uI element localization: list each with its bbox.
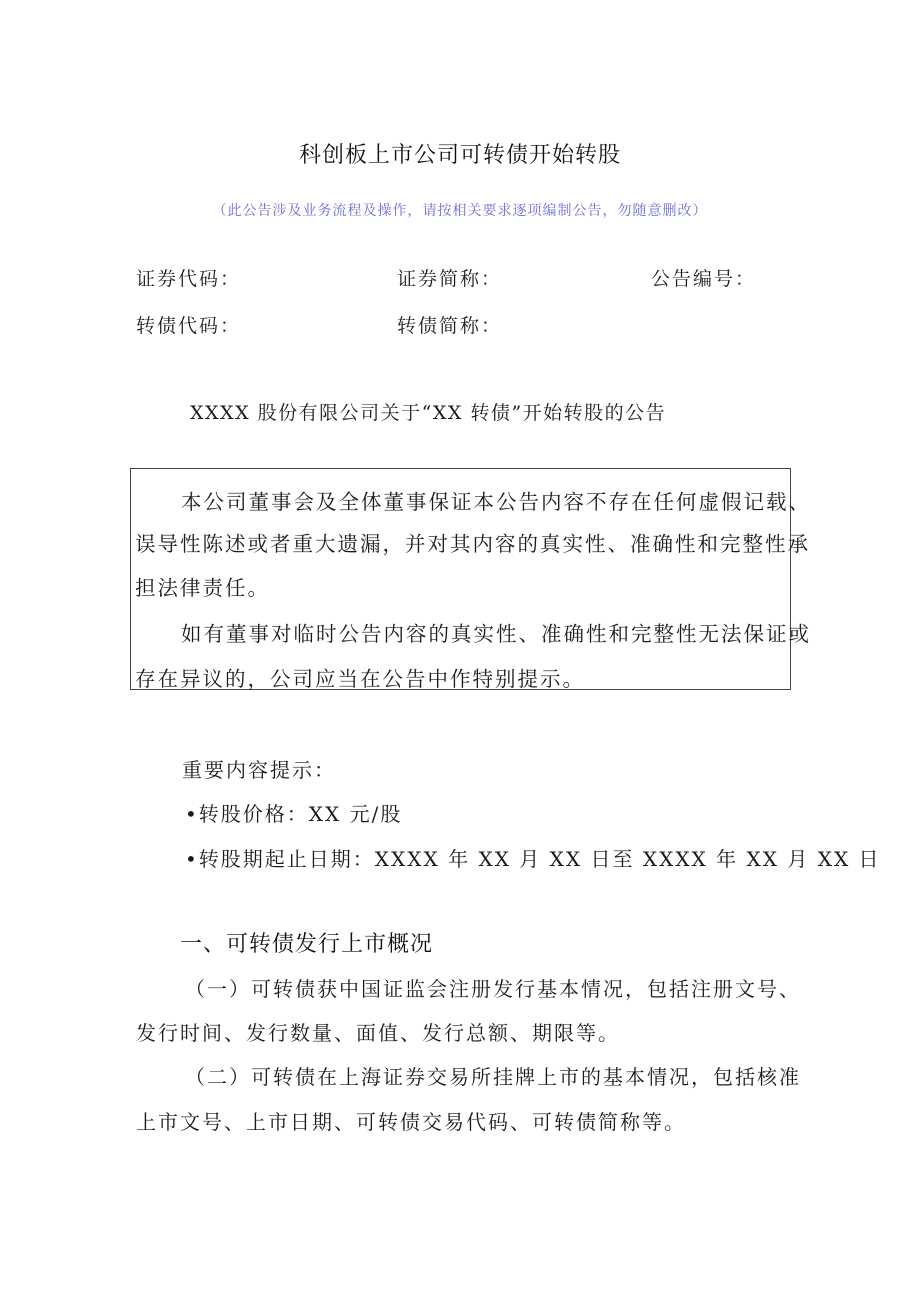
section-title: 一、可转债发行上市概况 (180, 932, 434, 957)
document-title: 科创板上市公司可转债开始转股 (298, 143, 621, 168)
disclaimer-line: 如有董事对临时公告内容的真实性、准确性和完整性无法保证或 (181, 622, 811, 646)
bond-abbr-label: 转债简称： (397, 315, 503, 337)
highlight-item-conversion-period: •转股期起止日期：XXXX 年 XX 月 XX 日至 XXXX 年 XX 月 XX 日 (185, 847, 881, 871)
highlight-item-conversion-price: •转股价格：XX 元/股 (185, 802, 403, 826)
section-paragraph-line: 上市文号、上市日期、可转债交易代码、可转债简称等。 (136, 1110, 686, 1134)
security-abbr-label: 证券简称： (397, 268, 503, 290)
security-code-label: 证券代码： (136, 268, 242, 290)
section-paragraph-line: （二）可转债在上海证券交易所挂牌上市的基本情况，包括核准 (185, 1065, 801, 1089)
disclaimer-line: 误导性陈述或者重大遗漏，并对其内容的真实性、准确性和完整性承 (135, 532, 810, 556)
section-paragraph-line: 发行时间、发行数量、面值、发行总额、期限等。 (136, 1021, 620, 1045)
announcement-heading: XXXX 股份有限公司关于“XX 转债”开始转股的公告 (190, 402, 667, 424)
bond-code-label: 转债代码： (136, 315, 242, 337)
announcement-no-label: 公告编号： (651, 268, 757, 290)
editing-note: （此公告涉及业务流程及操作，请按相关要求逐项编制公告，勿随意删改） (212, 203, 708, 219)
highlights-label: 重要内容提示： (182, 758, 336, 782)
disclaimer-line: 存在异议的，公司应当在公告中作特别提示。 (135, 667, 585, 691)
disclaimer-line: 担法律责任。 (135, 576, 270, 600)
disclaimer-box (130, 468, 811, 691)
disclaimer-line: 本公司董事会及全体董事保证本公告内容不存在任何虚假记载、 (181, 490, 811, 514)
section-paragraph-line: （一）可转债获中国证监会注册发行基本情况，包括注册文号、 (185, 977, 801, 1001)
